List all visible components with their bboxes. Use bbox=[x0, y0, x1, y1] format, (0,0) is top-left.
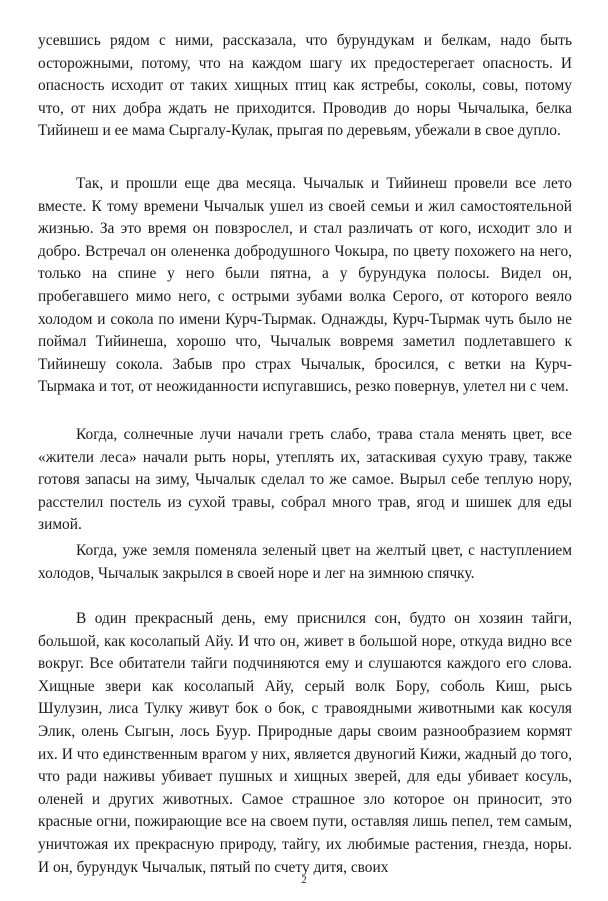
paragraph-3: Когда, солнечные лучи начали греть слабо, трава стала менять цвет, все «жители леса» начали рыть норы, утеплять их, затаскивая сухую траву, также готовя запасы на зиму, Чычалык сделал то же самое. Вырыл себе теплую нору, расстелил постель из сухой травы, собрал много трав, ягод и шишек для еды зимой. bbox=[38, 426, 572, 534]
paragraph-2: Так, и прошли еще два месяца. Чычалык и Тийинеш провели все лето вместе. К тому времени Чычалык ушел из своей семьи и жил самостоятельной жизнью. За это время он повзрослел, и стал различать от кого, исходит зло и добро. Встречал он олененка добродушного Чокыра, по цвету похожего на него, только на спине у него были пятна, а у бурундука полосы. Видел он, пробегавшего мимо него, с острыми зубами волка Серого, от которого веяло холодом и сокола по имени Курч-Тырмак. Однажды, Курч-Тырмак чуть было не поймал Тийинеша, хорошо что, Чычалык вовремя заметил подлетавшего к Тийинешу сокола. Забыв про страх Чычалык, бросился, с ветки на Курч-Тырмака и тот, от неожиданности испугавшись, резко повернув, улетел ни с чем. bbox=[38, 175, 572, 396]
page-number: 2 bbox=[301, 874, 307, 886]
paragraph-5: В один прекрасный день, ему приснился сон, будто он хозяин тайги, большой, как косолапый Айу. И что он, живет в большой норе, откуда видно все вокруг. Все обитатели тайги подчиняются ему и слушаются каждого его слова. Хищные звери как косолапый Айу, серый волк Бору, соболь Киш, рысь Шулузин, лиса Тулку живут бок о бок, с травоядными животными как косуля Элик, олень Сыгын, лось Буур. Природные дары своим разнообразием кормят их. И что единственным врагом у них, является двуногий Кижи, жадный до того, что ради наживы убивает пушных и хищных зверей, для еды убивает косуль, оленей и других животных. Самое страшное зло которое он приносит, это красные огни, пожирающие все на своем пути, оставляя лишь пепел, тем самым, уничтожая их прекрасную природу, тайгу, их любимые растения, гнезда, норы. И он, бурундук Чычалык, пятый по счету дитя, своих bbox=[38, 610, 572, 876]
paragraph-4: Когда, уже земля поменяла зеленый цвет на желтый цвет, с наступлением холодов, Чычалык закрылся в своей норе и лег на зимнюю спячку. bbox=[38, 542, 572, 582]
paragraph-1: усевшись рядом с ними, рассказала, что бурундукам и белкам, надо быть осторожными, потому, что на каждом шагу их предостерегает опасность. И опасность исходит от таких хищных птиц как ястребы, соколы, совы, потому что, от них добра ждать не приходится. Проводив до норы Чычалыка, белка Тийинеш и ее мама Сыргалу-Кулак, прыгая по деревьям, убежали в свое дупло. bbox=[38, 32, 572, 140]
